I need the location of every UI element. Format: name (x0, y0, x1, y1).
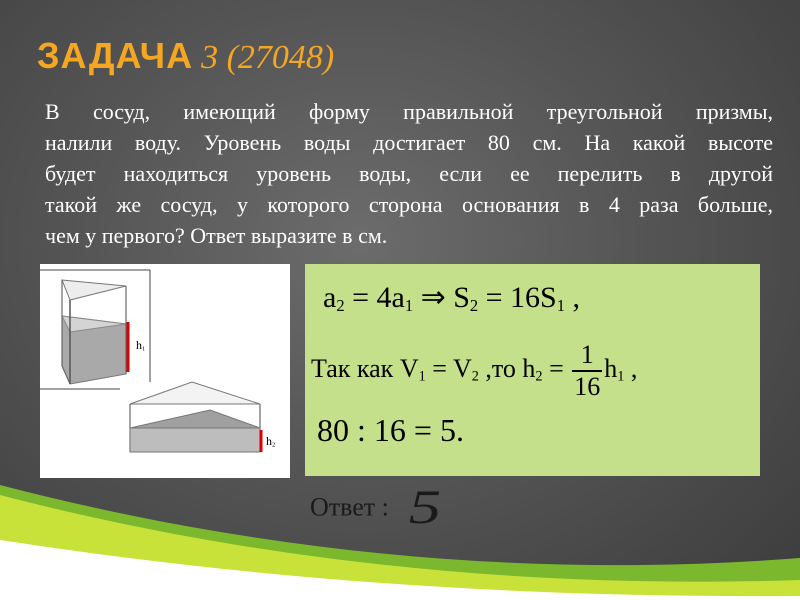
title-number: 3 (27048) (201, 39, 335, 76)
problem-line: такой же сосуд, у которого сторона основания в 4 раза больше, (45, 192, 773, 217)
slide-title (37, 35, 335, 76)
problem-line: чем у первого? Ответ выразите в см. (45, 223, 388, 248)
implies-symbol: ⇒ (413, 281, 454, 314)
h1-label: $h_1$ (136, 338, 146, 353)
problem-text (45, 96, 773, 251)
solution-line-result: 80 : 16 = 5. (317, 412, 464, 448)
answer-label: Ответ : (310, 492, 389, 522)
solution-box (305, 264, 760, 476)
problem-line: В сосуд, имеющий форму правильной треугольной призмы, (45, 99, 773, 124)
problem-line: налили воду. Уровень воды достигает 80 см. На какой высоте (45, 130, 773, 155)
solution-line-area: $a_2 = 4a_1$ ⇒ $S_2 = 16S_1$ , (323, 281, 580, 316)
problem-line: будет находиться уровень воды, если ее перелить в другой (45, 161, 773, 186)
answer-value: 5 (408, 481, 442, 534)
fraction: $\frac{1}{16}$ (574, 340, 601, 401)
answer (310, 480, 442, 535)
solution-line-height: Так как $V_1 = V_2$ ,то $h_2$ = $\frac{1}{16}$ $h_1$ , (311, 340, 638, 401)
title-word: ЗАДАЧА (37, 35, 194, 76)
prism-figure (40, 264, 290, 478)
h2-label: $h_2$ (266, 434, 276, 449)
